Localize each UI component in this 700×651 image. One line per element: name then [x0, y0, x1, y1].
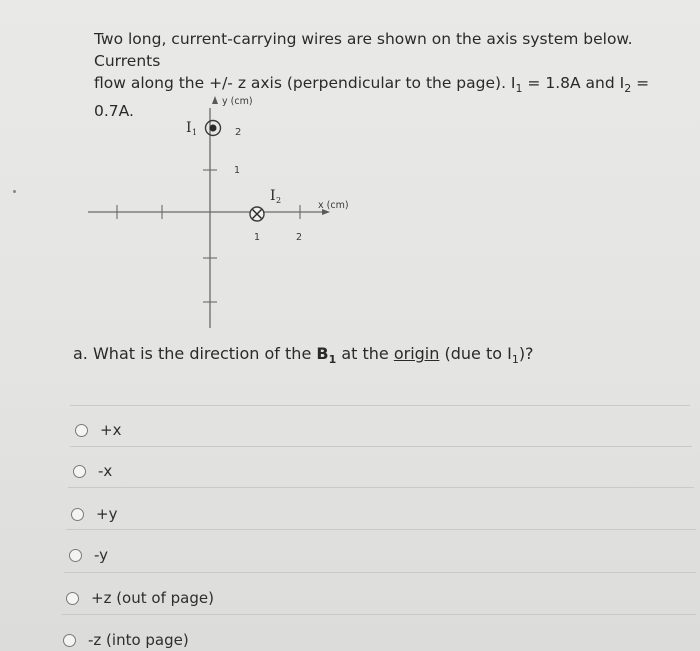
option-minus-z[interactable]: [63, 631, 189, 649]
question-text-suffix-a: (due to I: [439, 344, 512, 363]
option-minus-y[interactable]: [69, 546, 108, 564]
divider-6: [62, 614, 696, 615]
wire-1-label: I: [186, 120, 192, 136]
radio-minus-x[interactable]: [73, 465, 86, 478]
x-tick-label-1: 1: [254, 232, 261, 243]
intro-text-2a: flow along the +/- z axis (perpendicular to the page). I: [94, 74, 516, 92]
question-a: [73, 344, 534, 366]
radio-minus-z[interactable]: [63, 634, 76, 647]
current-2-subscript: 2: [624, 82, 632, 96]
y-tick-label-2: 2: [235, 127, 242, 138]
option-label: +z (out of page): [91, 589, 214, 607]
option-label: -y: [94, 546, 109, 564]
radio-plus-x[interactable]: [75, 424, 88, 437]
question-text-mid: at the: [336, 344, 394, 363]
y-tick-label-1: 1: [234, 165, 241, 176]
question-b-subscript: 1: [328, 353, 337, 367]
question-text-suffix-b: )?: [518, 344, 534, 363]
divider-5: [64, 572, 696, 573]
y-axis-label: y (cm): [222, 96, 253, 107]
radio-plus-z[interactable]: [66, 592, 79, 605]
divider-1: [70, 405, 690, 406]
option-minus-x[interactable]: [73, 462, 112, 480]
question-text-prefix: a. What is the direction of the: [73, 344, 317, 363]
question-current-subscript: 1: [511, 353, 519, 367]
radio-minus-y[interactable]: [69, 549, 82, 562]
radio-plus-y[interactable]: [71, 508, 84, 521]
question-b-field: B: [316, 344, 329, 363]
current-1-subscript: 1: [515, 82, 523, 96]
question-origin: origin: [393, 344, 440, 363]
wire-2-label: I: [270, 188, 276, 204]
wire-2-label-sub: 2: [276, 196, 282, 205]
divider-4: [66, 529, 696, 530]
option-label: +x: [100, 421, 122, 439]
y-axis-arrow: [212, 96, 218, 104]
option-plus-z[interactable]: [66, 589, 214, 607]
wire-1-dot: [210, 125, 217, 132]
intro-text-1: Two long, current-carrying wires are shown on the axis system below. Currents: [94, 30, 633, 70]
divider-3: [68, 487, 694, 488]
wire-1-label-sub: 1: [192, 128, 198, 137]
divider-2: [70, 446, 692, 447]
option-plus-x[interactable]: [75, 421, 121, 439]
option-label: +y: [96, 505, 118, 523]
intro-text-2b: = 1.8A and I: [522, 74, 625, 92]
x-tick-label-2: 2: [296, 232, 303, 243]
intro-text-2c: = 0.7A.: [94, 74, 650, 121]
x-axis-label: x (cm): [318, 200, 349, 211]
option-plus-y[interactable]: [71, 505, 117, 523]
option-label: -x: [98, 462, 113, 480]
option-label: -z (into page): [88, 631, 189, 649]
